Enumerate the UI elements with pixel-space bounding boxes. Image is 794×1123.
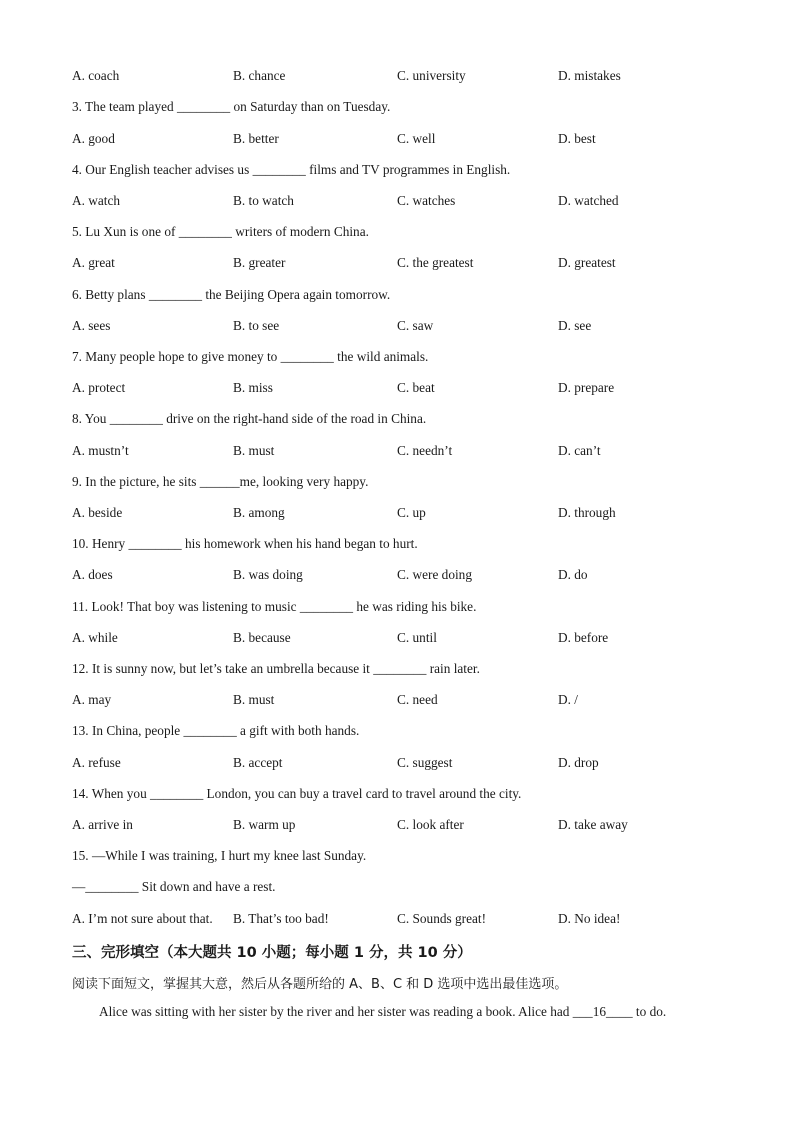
option-d: D. /: [558, 692, 578, 707]
option-c: C. university: [397, 68, 466, 83]
option-a: A. good: [72, 131, 115, 146]
option-a: A. mustn’t: [72, 443, 129, 458]
option-c: C. until: [397, 630, 437, 645]
option-a: A. coach: [72, 68, 120, 83]
question-stem: 15. —While I was training, I hurt my knee last Sunday.: [72, 848, 367, 863]
option-a: A. while: [72, 630, 118, 645]
option-d: D. prepare: [558, 380, 615, 395]
option-b: B. That’s too bad!: [233, 911, 329, 926]
option-d: D. No idea!: [558, 911, 621, 926]
question-options: [72, 255, 772, 271]
option-a: A. protect: [72, 380, 126, 395]
question-stem: 8. You ________ drive on the right-hand side of the road in China.: [72, 411, 427, 426]
option-b: B. greater: [233, 255, 286, 270]
option-d: D. drop: [558, 755, 599, 770]
option-a: A. great: [72, 255, 115, 270]
question-stem: 5. Lu Xun is one of ________ writers of modern China.: [72, 224, 369, 239]
dialogue-reply: —________ Sit down and have a rest.: [72, 879, 276, 894]
q2-options: [72, 68, 772, 84]
question-stem: 7. Many people hope to give money to ________ the wild animals.: [72, 349, 429, 364]
question-options: [72, 817, 772, 833]
option-c: C. watches: [397, 193, 456, 208]
option-b: B. was doing: [233, 567, 303, 582]
section-heading: 三、完形填空（本大题共 10 小题；每小题 1 分，共 10 分）: [72, 945, 472, 961]
option-a: A. arrive in: [72, 817, 133, 832]
option-b: B. accept: [233, 755, 283, 770]
option-c: C. look after: [397, 817, 464, 832]
option-d: D. before: [558, 630, 609, 645]
option-b: B. because: [233, 630, 291, 645]
option-c: C. the greatest: [397, 255, 474, 270]
question-options: [72, 567, 772, 583]
option-c: C. need: [397, 692, 438, 707]
option-d: D. see: [558, 318, 592, 333]
option-d: D. mistakes: [558, 68, 621, 83]
option-c: C. suggest: [397, 755, 453, 770]
option-a: A. refuse: [72, 755, 121, 770]
option-c: C. Sounds great!: [397, 911, 487, 926]
option-b: B. warm up: [233, 817, 296, 832]
option-a: A. does: [72, 567, 113, 582]
question-stem: 10. Henry ________ his homework when his hand began to hurt.: [72, 536, 418, 551]
option-b: B. must: [233, 692, 275, 707]
question-stem: 11. Look! That boy was listening to music ________ he was riding his bike.: [72, 599, 477, 614]
cloze-passage: Alice was sitting with her sister by the river and her sister was reading a book. Alice had ___16____ to do.: [99, 1004, 667, 1019]
option-c: C. saw: [397, 318, 434, 333]
question-options: [72, 193, 772, 209]
question-options: [72, 318, 772, 334]
option-a: A. sees: [72, 318, 111, 333]
question-stem: 6. Betty plans ________ the Beijing Opera again tomorrow.: [72, 287, 391, 302]
option-d: D. best: [558, 131, 596, 146]
option-c: C. needn’t: [397, 443, 453, 458]
question-options: [72, 692, 772, 708]
option-b: B. to watch: [233, 193, 294, 208]
option-b: B. better: [233, 131, 279, 146]
option-d: D. through: [558, 505, 616, 520]
question-options: [72, 911, 772, 927]
question-stem: 12. It is sunny now, but let’s take an umbrella because it ________ rain later.: [72, 661, 480, 676]
question-options: [72, 755, 772, 771]
option-d: D. greatest: [558, 255, 616, 270]
question-stem: 13. In China, people ________ a gift with both hands.: [72, 723, 360, 738]
option-c: C. beat: [397, 380, 435, 395]
question-options: [72, 505, 772, 521]
option-c: C. well: [397, 131, 436, 146]
question-options: [72, 630, 772, 646]
option-b: B. must: [233, 443, 275, 458]
option-b: B. to see: [233, 318, 280, 333]
section-instruction: 阅读下面短文，掌握其大意，然后从各题所给的 A、B、C 和 D 选项中选出最佳选项。: [72, 977, 568, 992]
question-options: [72, 131, 772, 147]
option-c: C. up: [397, 505, 426, 520]
option-d: D. can’t: [558, 443, 601, 458]
question-stem: 3. The team played ________ on Saturday than on Tuesday.: [72, 99, 391, 114]
option-d: D. do: [558, 567, 588, 582]
question-stem: 9. In the picture, he sits ______me, looking very happy.: [72, 474, 369, 489]
option-a: A. I’m not sure about that.: [72, 911, 213, 926]
question-options: [72, 443, 772, 459]
option-a: A. may: [72, 692, 112, 707]
option-a: A. watch: [72, 193, 120, 208]
option-d: D. take away: [558, 817, 628, 832]
option-b: B. chance: [233, 68, 286, 83]
question-options: [72, 380, 772, 396]
option-a: A. beside: [72, 505, 123, 520]
option-c: C. were doing: [397, 567, 472, 582]
question-stem: 4. Our English teacher advises us ________ films and TV programmes in English.: [72, 162, 511, 177]
question-stem: 14. When you ________ London, you can buy a travel card to travel around the city.: [72, 786, 522, 801]
option-b: B. miss: [233, 380, 273, 395]
option-d: D. watched: [558, 193, 619, 208]
option-b: B. among: [233, 505, 285, 520]
